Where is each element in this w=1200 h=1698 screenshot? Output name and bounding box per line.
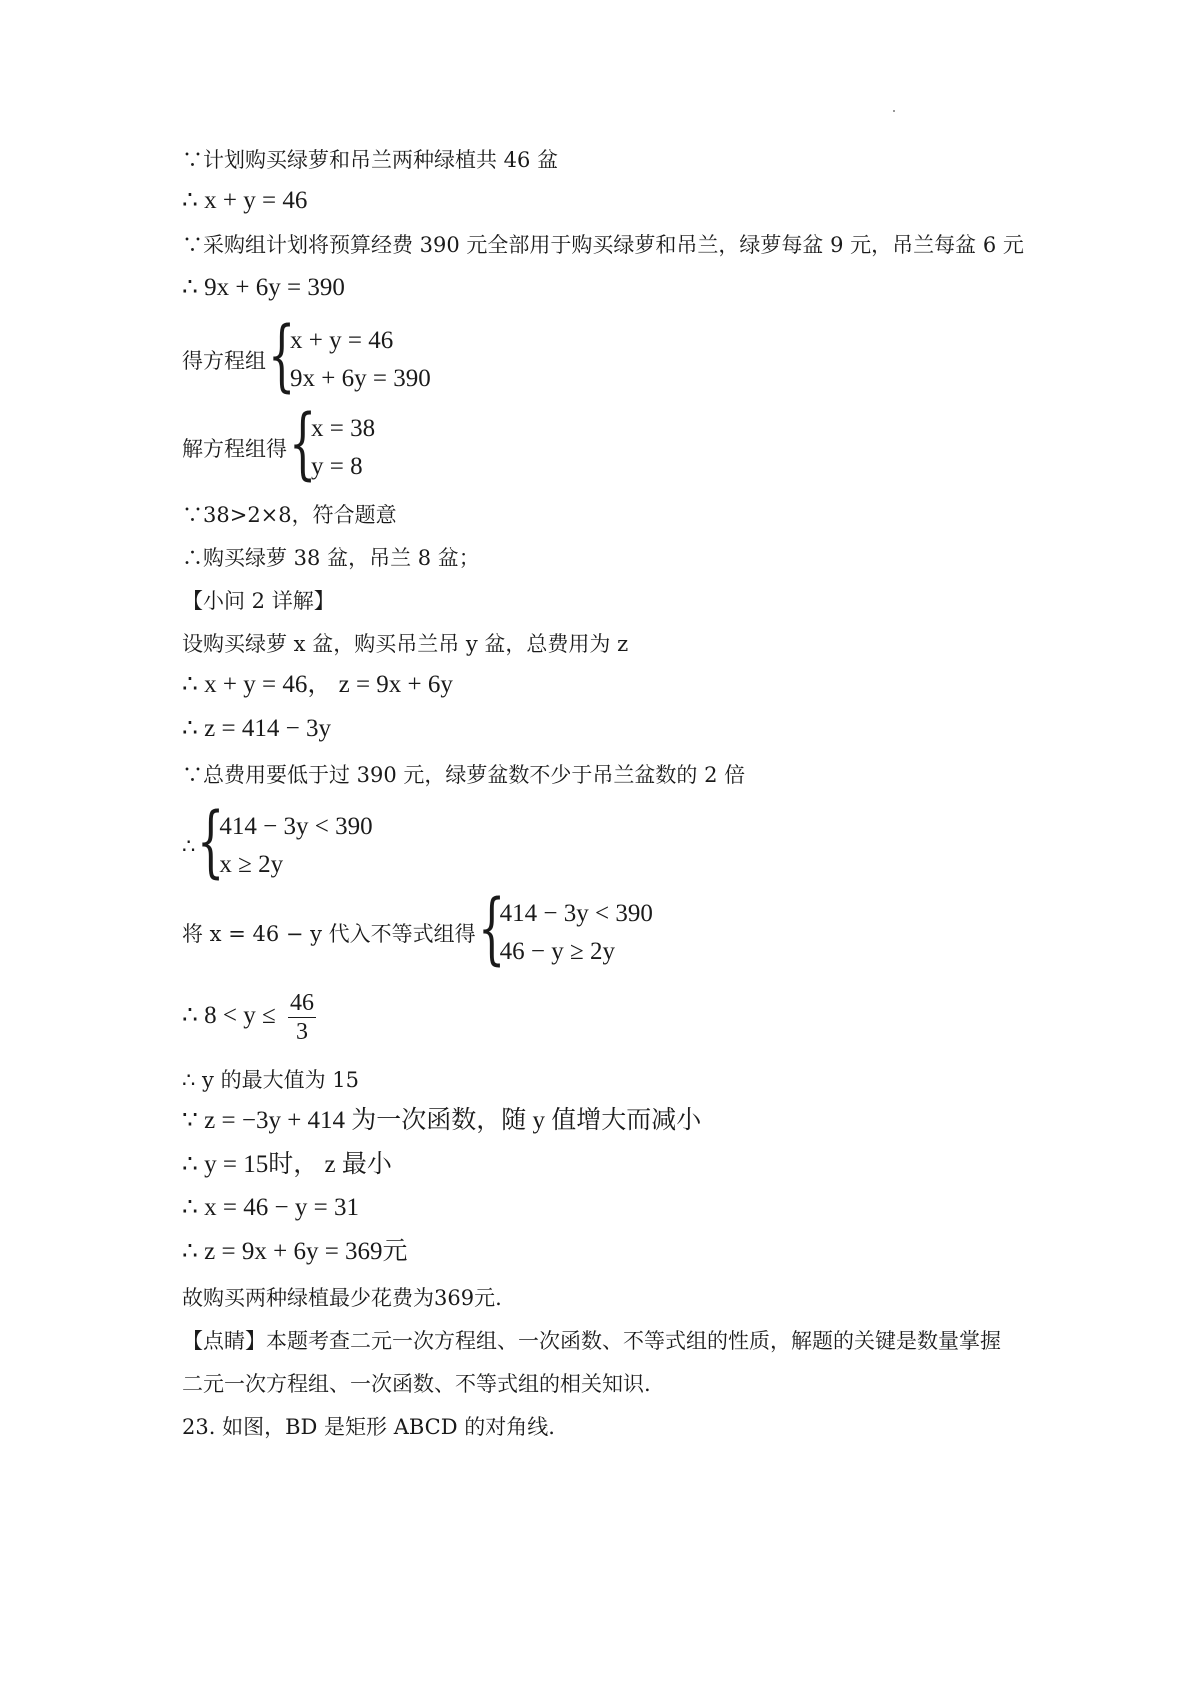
system-lead: ∴ (182, 834, 196, 858)
range-lead: ∴ 8 < y ≤ (182, 1002, 276, 1029)
text-line: ∴ y 的最大值为 15 (182, 1068, 359, 1092)
equation-line: ∴ 9x + 6y = 390 (182, 274, 345, 301)
equation-line: ∴ z = 9x + 6y = 369元 (182, 1238, 408, 1265)
text-line: ∵计划购买绿萝和吊兰两种绿植共 46 盆 (182, 148, 559, 172)
brace-icon: { (289, 399, 317, 489)
text-line: ∴购买绿萝 38 盆，吊兰 8 盆； (182, 546, 480, 570)
system-row: x + y = 46 (290, 327, 394, 354)
equation-line: ∵ z = −3y + 414 为一次函数，随 y 值增大而减小 (182, 1107, 702, 1134)
text-line: ∵采购组计划将预算经费 390 元全部用于购买绿萝和吊兰，绿萝每盆 9 元，吊兰每盆 6 元 (182, 233, 1024, 257)
question-line: 23. 如图，BD 是矩形 ABCD 的对角线. (182, 1415, 555, 1439)
solution-system (182, 399, 376, 489)
range-line (182, 986, 316, 1046)
system-lead: 将 x = 46 − y 代入不等式组得 (182, 922, 476, 946)
fraction (288, 989, 316, 1046)
brace-icon: { (197, 797, 225, 887)
substituted-system (182, 884, 653, 974)
system-row: x = 38 (311, 415, 376, 442)
text-line: ∵38>2×8，符合题意 (182, 503, 397, 527)
brace-icon: { (477, 884, 505, 974)
system-lead: 解方程组得 (182, 437, 287, 461)
system-row: 9x + 6y = 390 (290, 365, 431, 392)
system-row: 414 − 3y < 390 (219, 813, 373, 840)
equation-line: ∴ x + y = 46， z = 9x + 6y (182, 671, 453, 698)
text-line: 设购买绿萝 x 盆，购买吊兰吊 y 盆，总费用为 z (182, 632, 629, 656)
text-line: ∵总费用要低于过 390 元，绿萝盆数不少于吊兰盆数的 2 倍 (182, 763, 746, 787)
system-row: x ≥ 2y (219, 851, 284, 878)
text-line: 故购买两种绿植最少花费为369元. (182, 1286, 502, 1310)
equation-line: ∴ x = 46 − y = 31 (182, 1194, 359, 1221)
inequality-system (182, 797, 373, 887)
equation-system (182, 311, 431, 401)
equation-line: ∴ x + y = 46 (182, 187, 308, 214)
section-heading: 【小问 2 详解】 (182, 589, 335, 613)
text-line: 二元一次方程组、一次函数、不等式组的相关知识. (182, 1372, 651, 1396)
fraction-denominator: 3 (295, 1018, 308, 1045)
system-row: 46 − y ≥ 2y (499, 938, 615, 965)
equation-line: ∴ y = 15时， z 最小 (182, 1151, 392, 1178)
brace-icon: { (268, 311, 296, 401)
system-lead: 得方程组 (182, 349, 266, 373)
equation-line: ∴ z = 414 − 3y (182, 715, 331, 742)
system-row: y = 8 (311, 453, 363, 480)
system-row: 414 − 3y < 390 (499, 900, 653, 927)
text-line: 【点睛】本题考查二元一次方程组、一次函数、不等式组的性质，解题的关键是数量掌握 (182, 1329, 1001, 1353)
fraction-numerator: 46 (289, 989, 314, 1016)
scan-dot (893, 110, 895, 112)
